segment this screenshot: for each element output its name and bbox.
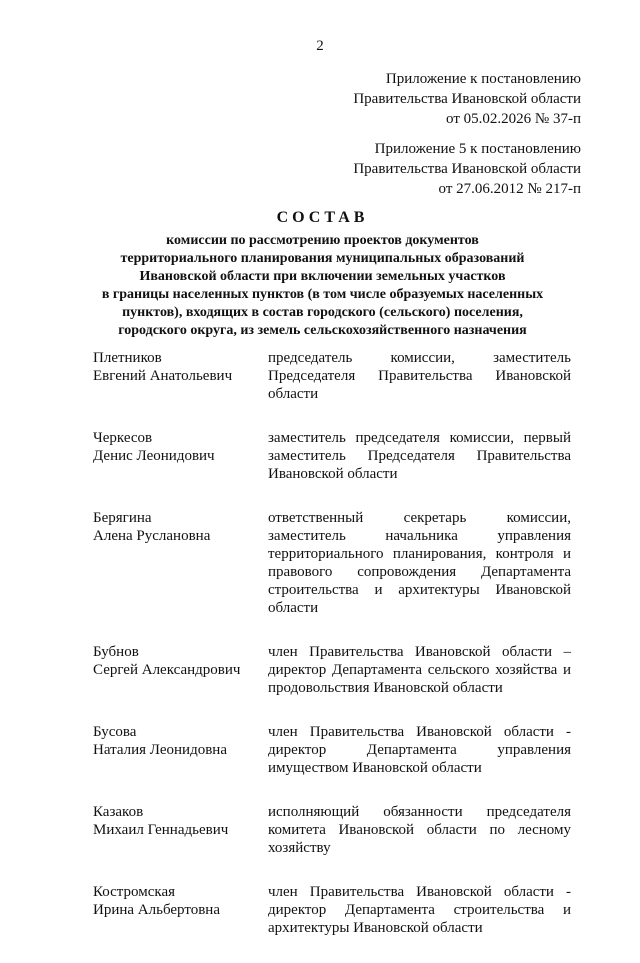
member-given-names: Наталия Леонидовна (93, 742, 227, 758)
appendix-line: от 27.06.2012 № 217-п (438, 181, 581, 197)
subtitle-line: пунктов), входящих в состав городского (сельского) поселения, (122, 305, 523, 320)
member-position: исполняющий обязанности председателя комитета Ивановской области по лесному хозяйству (268, 804, 571, 856)
member-surname: Берягина (93, 510, 152, 526)
member-entry (93, 349, 571, 403)
page-number: 2 (316, 38, 324, 54)
member-surname: Казаков (93, 804, 144, 820)
member-name (93, 429, 268, 483)
member-given-names: Евгений Анатольевич (93, 368, 233, 384)
appendix-line: Приложение 5 к постановлению (374, 141, 581, 157)
appendix-line: Приложение к постановлению (385, 71, 581, 87)
member-name (93, 803, 268, 857)
member-surname: Бубнов (93, 644, 139, 660)
appendix-line: Правительства Ивановской области (353, 91, 581, 107)
member-surname: Плетников (93, 350, 162, 366)
member-name (93, 723, 268, 777)
subtitle-line: комиссии по рассмотрению проектов документов (166, 233, 479, 248)
document-subtitle (60, 232, 585, 340)
appendix-line: от 05.02.2026 № 37-п (446, 111, 581, 127)
member-name (93, 643, 268, 697)
member-name (93, 349, 268, 403)
member-given-names: Михаил Геннадьевич (93, 822, 229, 838)
member-position: ответственный секретарь комиссии, заместитель начальника управления территориального планирования, контроля и правового сопровождения Департамента строительства и архитектуры Ивановской области (268, 510, 571, 616)
member-surname: Бусова (93, 724, 137, 740)
member-given-names: Денис Леонидович (93, 448, 215, 464)
member-entry (93, 429, 571, 483)
member-name (93, 509, 268, 617)
member-surname: Костромская (93, 884, 176, 900)
document-title: СОСТАВ (276, 209, 369, 226)
subtitle-line: Ивановской области при включении земельных участков (139, 269, 506, 284)
subtitle-line: территориального планирования муниципальных образований (120, 251, 525, 266)
member-entry (93, 883, 571, 937)
member-position: председатель комиссии, заместитель Председателя Правительства Ивановской области (268, 350, 571, 402)
member-surname: Черкесов (93, 430, 153, 446)
member-given-names: Ирина Альбертовна (93, 902, 220, 918)
commission-members-list (93, 349, 571, 963)
subtitle-line: в границы населенных пунктов (в том числе образуемых населенных (101, 287, 544, 302)
appendix-original-reference (353, 139, 581, 199)
member-name (93, 883, 268, 937)
member-position: член Правительства Ивановской области – директор Департамента сельского хозяйства и продовольствия Ивановской области (268, 644, 571, 696)
member-position: член Правительства Ивановской области - директор Департамента управления имуществом Ивановской области (268, 724, 571, 776)
member-entry (93, 803, 571, 857)
subtitle-line: городского округа, из земель сельскохозяйственного назначения (118, 323, 527, 338)
member-given-names: Сергей Александрович (93, 662, 241, 678)
appendix-line: Правительства Ивановской области (353, 161, 581, 177)
appendix-current-reference (353, 69, 581, 129)
member-entry (93, 723, 571, 777)
member-given-names: Алена Руслановна (93, 528, 211, 544)
member-entry (93, 509, 571, 617)
member-position: член Правительства Ивановской области - директор Департамента строительства и архитектуры Ивановской области (268, 884, 571, 936)
member-entry (93, 643, 571, 697)
member-position: заместитель председателя комиссии, первый заместитель Председателя Правительства Ивановской области (268, 430, 571, 482)
